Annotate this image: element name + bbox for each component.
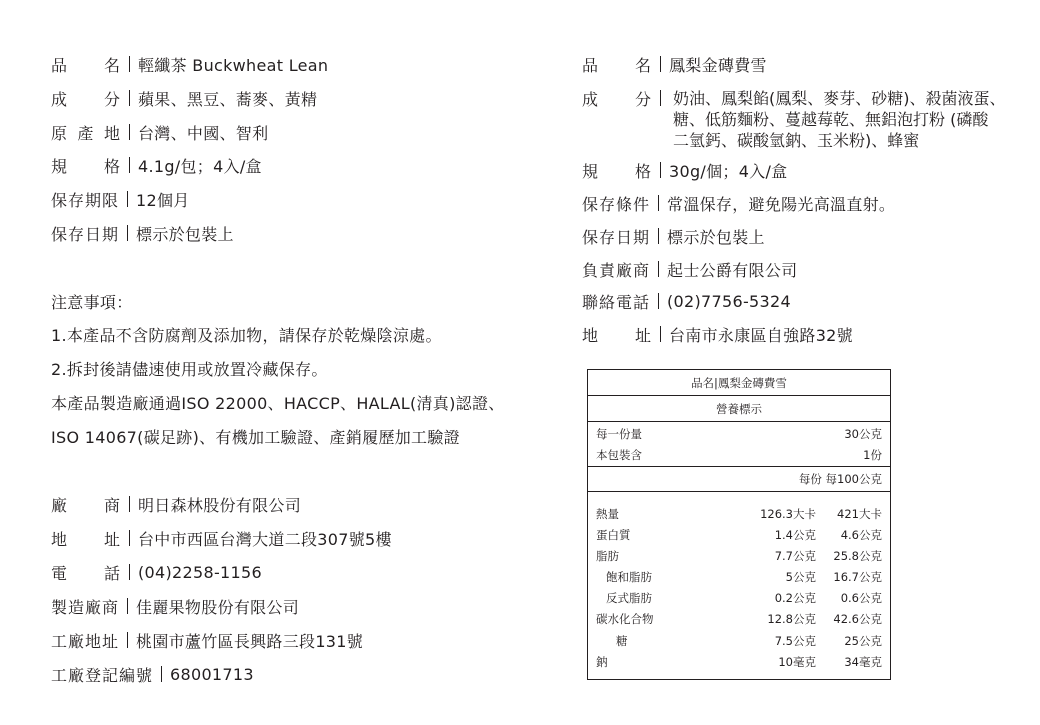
- left-name-value: 輕纖茶 Buckwheat Lean: [138, 55, 329, 75]
- separator: [660, 90, 661, 106]
- right-storage-row: [582, 190, 895, 216]
- notes-line-1: 1.本產品不含防腐劑及添加物，請保存於乾燥陰涼處。: [51, 326, 442, 345]
- separator: [161, 666, 162, 682]
- ingredients-line-2: 糖、低筋麵粉、蔓越莓乾、無鋁泡打粉 (磷酸: [673, 110, 989, 129]
- right-phone-value: (02)7756-5324: [667, 291, 791, 311]
- nutrient-name: 反式脂肪: [606, 591, 652, 605]
- left-origin-row: [51, 119, 268, 145]
- separator: [658, 228, 659, 244]
- right-resp-row: [582, 256, 797, 282]
- separator: [660, 326, 661, 342]
- factory-value: 佳麗果物股份有限公司: [136, 597, 300, 617]
- nutrient-name: 熱量: [596, 507, 619, 521]
- nutrient-name: 糖: [616, 634, 628, 648]
- nutrient-per-100g: 0.6公克: [840, 591, 882, 605]
- nutrient-per-100g: 34毫克: [844, 655, 882, 669]
- separator: [129, 530, 130, 546]
- divider: [588, 466, 890, 467]
- left-spec-row: [51, 152, 262, 178]
- nutrient-per-100g: 42.6公克: [833, 612, 882, 626]
- nutrient-name: 鈉: [596, 655, 608, 669]
- right-ingredients-label: 成 分: [582, 89, 652, 109]
- separator: [129, 157, 130, 173]
- address-label: 地 址: [51, 529, 121, 549]
- right-address-value: 台南市永康區自強路32號: [669, 325, 853, 345]
- separator: [129, 90, 130, 106]
- nutrient-per-serving: 0.2公克: [774, 591, 816, 605]
- factory-address-value: 桃園市蘆竹區長興路三段131號: [136, 631, 364, 651]
- separator: [129, 124, 130, 140]
- right-name-row: [582, 51, 767, 77]
- nutrient-per-serving: 126.3大卡: [760, 507, 816, 521]
- factory-reg-value: 68001713: [170, 664, 254, 684]
- right-address-label: 地 址: [582, 325, 652, 345]
- left-name-row: [51, 51, 328, 77]
- divider: [588, 421, 890, 422]
- notes-line-4: ISO 14067(碳足跡)、有機加工驗證、產銷履歷加工驗證: [51, 428, 460, 447]
- nutrient-per-serving: 10毫克: [778, 655, 816, 669]
- right-storage-value: 常溫保存，避免陽光高溫直射。: [667, 194, 896, 214]
- notes-title: 注意事項：: [51, 293, 133, 312]
- tel-row: [51, 559, 262, 585]
- maker-row: [51, 491, 301, 517]
- left-date-value: 標示於包裝上: [136, 224, 234, 244]
- right-resp-value: 起士公爵有限公司: [667, 260, 798, 280]
- divider: [588, 395, 890, 396]
- separator: [660, 162, 661, 178]
- separator: [129, 496, 130, 512]
- nutrient-name: 脂肪: [596, 549, 619, 563]
- separator: [658, 261, 659, 277]
- ingredients-line-1: 奶油、鳳梨餡(鳳梨、麥芽、砂糖)、殺菌液蛋、: [673, 89, 1006, 108]
- right-storage-label: 保存條件: [582, 194, 651, 214]
- nutrient-per-serving: 5公克: [785, 570, 816, 584]
- ingredients-line-3: 二氫鈣、碳酸氫鈉、玉米粉)、蜂蜜: [673, 131, 920, 150]
- right-address-row: [582, 321, 853, 347]
- factory-row: [51, 593, 299, 619]
- nutrient-name: 蛋白質: [596, 528, 631, 542]
- column-header: 每份 每100公克: [798, 472, 882, 486]
- left-ingredients-row: [51, 85, 317, 111]
- factory-reg-row: [51, 661, 254, 687]
- separator: [129, 564, 130, 580]
- right-phone-label: 聯絡電話: [582, 292, 651, 312]
- factory-label: 製造廠商: [51, 597, 120, 617]
- nutrient-per-100g: 25公克: [844, 634, 882, 648]
- left-spec-value: 4.1g/包；4入/盒: [138, 156, 262, 176]
- tel-label: 電 話: [51, 563, 121, 583]
- right-ingredients-row: [582, 85, 669, 111]
- right-date-row: [582, 223, 765, 249]
- left-spec-label: 規 格: [51, 156, 121, 176]
- right-phone-row: [582, 288, 791, 314]
- nutrition-product-line: 品名|鳳梨金磚費雪: [691, 376, 787, 390]
- tel-value: (04)2258-1156: [138, 562, 262, 582]
- separator: [127, 632, 128, 648]
- nutrient-per-100g: 421大卡: [837, 507, 882, 521]
- left-name-label: 品 名: [51, 55, 121, 75]
- separator: [658, 293, 659, 309]
- serving-label: 每一份量: [596, 427, 642, 441]
- nutrient-per-serving: 12.8公克: [767, 612, 816, 626]
- nutrient-per-100g: 4.6公克: [840, 528, 882, 542]
- right-ingredients-value: [673, 88, 1006, 151]
- divider: [588, 491, 890, 492]
- nutrient-per-100g: 25.8公克: [833, 549, 882, 563]
- servings-label: 本包裝含: [596, 448, 642, 462]
- left-origin-value: 台灣、中國、智利: [138, 123, 269, 143]
- right-name-label: 品 名: [582, 55, 652, 75]
- nutrient-name: 碳水化合物: [596, 612, 654, 626]
- left-shelf-label: 保存期限: [51, 190, 120, 210]
- nutrient-per-serving: 7.5公克: [774, 634, 816, 648]
- left-date-row: [51, 220, 234, 246]
- left-origin-label: 原 產 地: [51, 123, 121, 143]
- nutrient-per-serving: 1.4公克: [774, 528, 816, 542]
- serving-value: 30公克: [844, 427, 882, 441]
- maker-label: 廠 商: [51, 495, 121, 515]
- right-resp-label: 負責廠商: [582, 260, 651, 280]
- nutrient-per-100g: 16.7公克: [833, 570, 882, 584]
- nutrient-per-serving: 7.7公克: [774, 549, 816, 563]
- factory-reg-label: 工廠登記編號: [51, 665, 154, 685]
- left-shelf-value: 12個月: [136, 190, 190, 210]
- right-name-value: 鳳梨金磚費雪: [669, 55, 767, 75]
- nutrition-table: [587, 369, 891, 680]
- left-ingredients-value: 蘋果、黑豆、蕎麥、黃精: [138, 89, 318, 109]
- address-row: [51, 525, 392, 551]
- notes-line-2: 2.拆封後請儘速使用或放置冷藏保存。: [51, 360, 328, 379]
- separator: [129, 56, 130, 72]
- separator: [127, 598, 128, 614]
- factory-address-label: 工廠地址: [51, 631, 120, 651]
- right-date-label: 保存日期: [582, 227, 651, 247]
- right-spec-row: [582, 157, 787, 183]
- separator: [658, 195, 659, 211]
- separator: [127, 225, 128, 241]
- separator: [660, 56, 661, 72]
- left-shelf-row: [51, 186, 190, 212]
- separator: [127, 191, 128, 207]
- right-spec-value: 30g/個；4入/盒: [669, 161, 788, 181]
- left-ingredients-label: 成 分: [51, 89, 121, 109]
- address-value: 台中市西區台灣大道二段307號5樓: [138, 529, 392, 549]
- factory-address-row: [51, 627, 363, 653]
- right-date-value: 標示於包裝上: [667, 227, 765, 247]
- notes-line-3: 本產品製造廠通過ISO 22000、HACCP、HALAL(清真)認證、: [51, 394, 505, 413]
- nutrient-name: 飽和脂肪: [606, 570, 652, 584]
- maker-value: 明日森林股份有限公司: [138, 495, 302, 515]
- right-spec-label: 規 格: [582, 161, 652, 181]
- servings-value: 1份: [863, 448, 882, 462]
- left-date-label: 保存日期: [51, 224, 120, 244]
- nutrition-title: 營養標示: [716, 402, 762, 416]
